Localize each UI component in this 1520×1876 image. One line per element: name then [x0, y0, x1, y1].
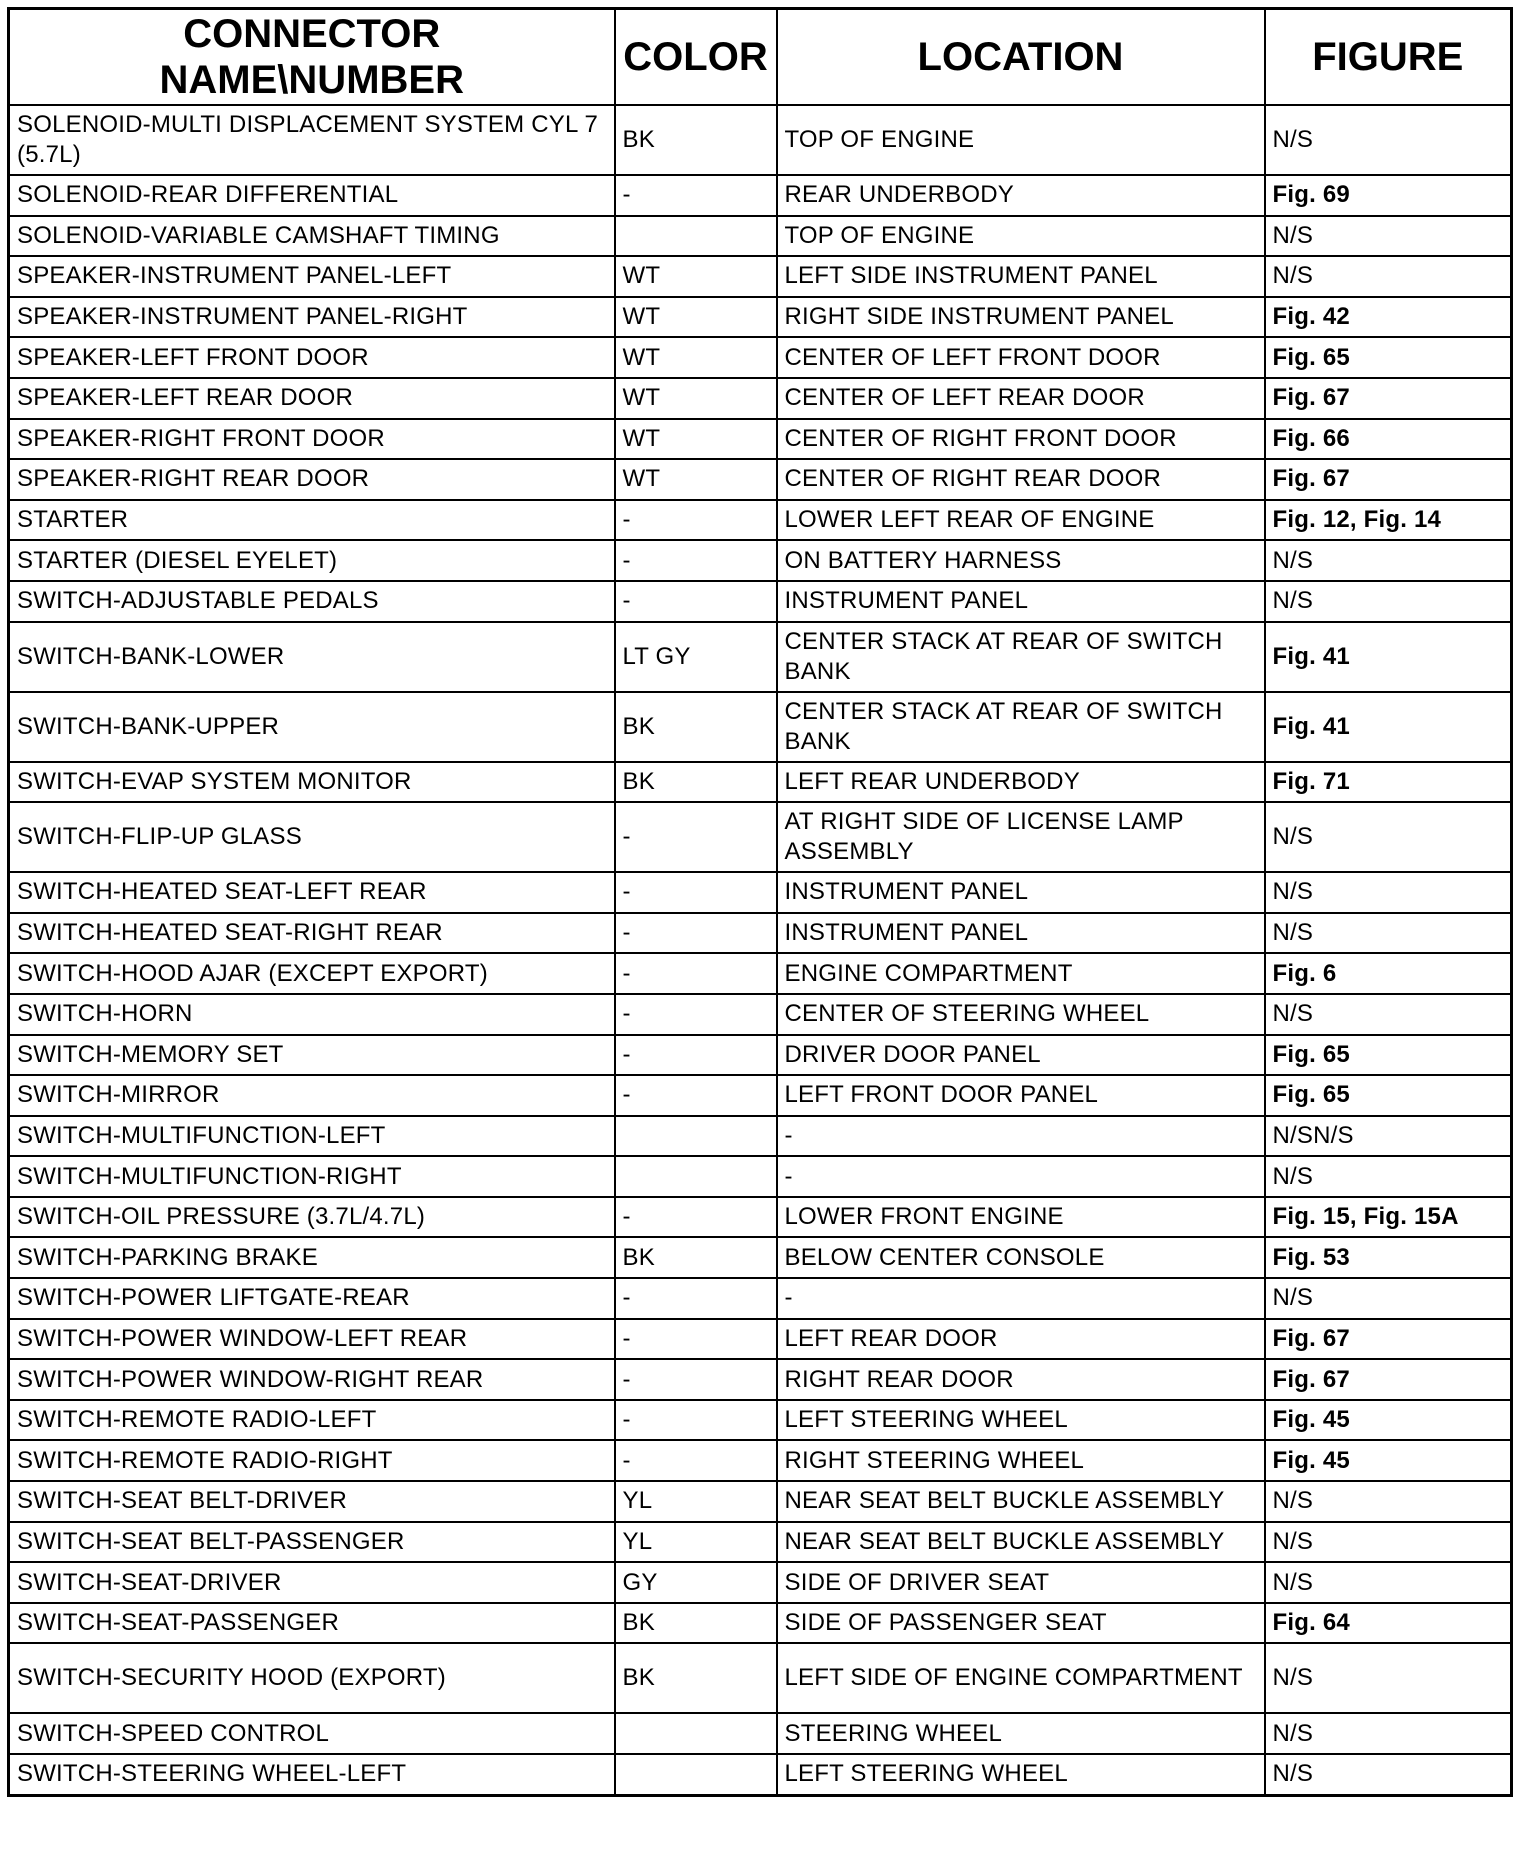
table-row — [9, 1075, 1512, 1116]
connector-name-cell: SWITCH-POWER WINDOW-RIGHT REAR — [9, 1359, 615, 1400]
figure-cell: Fig. 65 — [1265, 1075, 1512, 1116]
color-cell: YL — [615, 1481, 777, 1522]
table-row — [9, 337, 1512, 378]
connector-name-cell: SPEAKER-INSTRUMENT PANEL-LEFT — [9, 256, 615, 297]
connector-name-cell: SWITCH-SECURITY HOOD (EXPORT) — [9, 1643, 615, 1713]
location-cell: NEAR SEAT BELT BUCKLE ASSEMBLY — [777, 1522, 1265, 1563]
location-cell: TOP OF ENGINE — [777, 105, 1265, 175]
location-cell: RIGHT SIDE INSTRUMENT PANEL — [777, 297, 1265, 338]
figure-cell: Fig. 6 — [1265, 953, 1512, 994]
table-row — [9, 1713, 1512, 1754]
location-cell: CENTER STACK AT REAR OF SWITCH BANK — [777, 622, 1265, 692]
connector-name-cell: SWITCH-MEMORY SET — [9, 1035, 615, 1076]
color-cell: BK — [615, 762, 777, 803]
table-row — [9, 802, 1512, 872]
location-cell: LEFT SIDE INSTRUMENT PANEL — [777, 256, 1265, 297]
header-connector-name-line1: CONNECTOR — [183, 12, 441, 56]
color-cell: BK — [615, 692, 777, 762]
connector-name-cell: SPEAKER-RIGHT FRONT DOOR — [9, 419, 615, 460]
table-body — [9, 105, 1512, 1795]
table-row — [9, 994, 1512, 1035]
location-cell: LOWER FRONT ENGINE — [777, 1197, 1265, 1238]
location-cell: - — [777, 1156, 1265, 1197]
color-cell: BK — [615, 1603, 777, 1644]
color-cell: WT — [615, 459, 777, 500]
connector-name-cell: SWITCH-EVAP SYSTEM MONITOR — [9, 762, 615, 803]
connector-name-cell: SPEAKER-RIGHT REAR DOOR — [9, 459, 615, 500]
figure-cell: N/S — [1265, 216, 1512, 257]
color-cell: - — [615, 175, 777, 216]
color-cell: BK — [615, 1643, 777, 1713]
color-cell: WT — [615, 419, 777, 460]
figure-cell: Fig. 41 — [1265, 692, 1512, 762]
table-row — [9, 540, 1512, 581]
connector-name-cell: SWITCH-REMOTE RADIO-LEFT — [9, 1400, 615, 1441]
table-row — [9, 913, 1512, 954]
connector-name-cell: SWITCH-HOOD AJAR (EXCEPT EXPORT) — [9, 953, 615, 994]
color-cell: - — [615, 1197, 777, 1238]
figure-cell: N/S — [1265, 256, 1512, 297]
figure-cell: N/SN/S — [1265, 1116, 1512, 1157]
header-location: LOCATION — [777, 9, 1265, 106]
table-row — [9, 872, 1512, 913]
color-cell: - — [615, 1359, 777, 1400]
table-row — [9, 1643, 1512, 1713]
connector-name-cell: SWITCH-HEATED SEAT-RIGHT REAR — [9, 913, 615, 954]
color-cell: - — [615, 1400, 777, 1441]
figure-cell: N/S — [1265, 105, 1512, 175]
color-cell — [615, 1116, 777, 1157]
table-row — [9, 1156, 1512, 1197]
figure-cell: Fig. 71 — [1265, 762, 1512, 803]
figure-cell: Fig. 66 — [1265, 419, 1512, 460]
color-cell: WT — [615, 256, 777, 297]
table-row — [9, 419, 1512, 460]
table-row — [9, 1237, 1512, 1278]
table-header-row — [9, 9, 1512, 106]
figure-cell: Fig. 67 — [1265, 459, 1512, 500]
connector-name-cell: STARTER — [9, 500, 615, 541]
table-row — [9, 692, 1512, 762]
figure-cell: N/S — [1265, 540, 1512, 581]
connector-name-cell: SOLENOID-MULTI DISPLACEMENT SYSTEM CYL 7 (5.7L) — [9, 105, 615, 175]
color-cell — [615, 1713, 777, 1754]
table-row — [9, 1522, 1512, 1563]
color-cell: - — [615, 540, 777, 581]
connector-name-cell: SWITCH-SEAT-PASSENGER — [9, 1603, 615, 1644]
location-cell: CENTER OF LEFT FRONT DOOR — [777, 337, 1265, 378]
table-row — [9, 256, 1512, 297]
table-row — [9, 953, 1512, 994]
connector-name-cell: SOLENOID-REAR DIFFERENTIAL — [9, 175, 615, 216]
location-cell: AT RIGHT SIDE OF LICENSE LAMP ASSEMBLY — [777, 802, 1265, 872]
connector-name-cell: SWITCH-HEATED SEAT-LEFT REAR — [9, 872, 615, 913]
figure-cell: N/S — [1265, 1522, 1512, 1563]
connector-name-cell: SWITCH-SEAT BELT-DRIVER — [9, 1481, 615, 1522]
figure-cell: Fig. 65 — [1265, 337, 1512, 378]
connector-name-cell: SWITCH-OIL PRESSURE (3.7L/4.7L) — [9, 1197, 615, 1238]
color-cell — [615, 1754, 777, 1795]
figure-cell: N/S — [1265, 1156, 1512, 1197]
figure-cell: N/S — [1265, 1713, 1512, 1754]
table-row — [9, 1197, 1512, 1238]
location-cell: REAR UNDERBODY — [777, 175, 1265, 216]
location-cell: CENTER OF RIGHT FRONT DOOR — [777, 419, 1265, 460]
table-row — [9, 1754, 1512, 1795]
connector-name-cell: SWITCH-POWER LIFTGATE-REAR — [9, 1278, 615, 1319]
table-row — [9, 297, 1512, 338]
location-cell: - — [777, 1116, 1265, 1157]
table-row — [9, 500, 1512, 541]
table-row — [9, 622, 1512, 692]
figure-cell: N/S — [1265, 872, 1512, 913]
color-cell: - — [615, 1319, 777, 1360]
color-cell — [615, 1156, 777, 1197]
connector-name-cell: SWITCH-SEAT-DRIVER — [9, 1562, 615, 1603]
table-row — [9, 1603, 1512, 1644]
figure-cell: Fig. 67 — [1265, 378, 1512, 419]
color-cell: LT GY — [615, 622, 777, 692]
location-cell: CENTER OF STEERING WHEEL — [777, 994, 1265, 1035]
color-cell: - — [615, 500, 777, 541]
connector-name-cell: SWITCH-HORN — [9, 994, 615, 1035]
figure-cell: N/S — [1265, 1562, 1512, 1603]
location-cell: INSTRUMENT PANEL — [777, 872, 1265, 913]
table-row — [9, 1278, 1512, 1319]
location-cell: INSTRUMENT PANEL — [777, 581, 1265, 622]
figure-cell: N/S — [1265, 913, 1512, 954]
color-cell: - — [615, 913, 777, 954]
table-row — [9, 175, 1512, 216]
location-cell: LEFT STEERING WHEEL — [777, 1754, 1265, 1795]
figure-cell: N/S — [1265, 1278, 1512, 1319]
connector-name-cell: SWITCH-REMOTE RADIO-RIGHT — [9, 1440, 615, 1481]
table-row — [9, 216, 1512, 257]
figure-cell: Fig. 67 — [1265, 1359, 1512, 1400]
color-cell: YL — [615, 1522, 777, 1563]
location-cell: LOWER LEFT REAR OF ENGINE — [777, 500, 1265, 541]
connector-name-cell: SWITCH-SPEED CONTROL — [9, 1713, 615, 1754]
color-cell: - — [615, 994, 777, 1035]
connector-name-cell: SWITCH-MIRROR — [9, 1075, 615, 1116]
connector-name-cell: SOLENOID-VARIABLE CAMSHAFT TIMING — [9, 216, 615, 257]
color-cell: - — [615, 872, 777, 913]
color-cell: - — [615, 1075, 777, 1116]
figure-cell: N/S — [1265, 1754, 1512, 1795]
connector-name-cell: SWITCH-MULTIFUNCTION-RIGHT — [9, 1156, 615, 1197]
connector-name-cell: SWITCH-BANK-UPPER — [9, 692, 615, 762]
connector-name-cell: SWITCH-BANK-LOWER — [9, 622, 615, 692]
figure-cell: N/S — [1265, 994, 1512, 1035]
figure-cell: Fig. 67 — [1265, 1319, 1512, 1360]
color-cell: WT — [615, 378, 777, 419]
color-cell: GY — [615, 1562, 777, 1603]
figure-cell: Fig. 41 — [1265, 622, 1512, 692]
color-cell: WT — [615, 337, 777, 378]
figure-cell: Fig. 12, Fig. 14 — [1265, 500, 1512, 541]
location-cell: CENTER STACK AT REAR OF SWITCH BANK — [777, 692, 1265, 762]
header-connector-name-line2: NAME\NUMBER — [159, 58, 464, 102]
location-cell: SIDE OF DRIVER SEAT — [777, 1562, 1265, 1603]
location-cell: LEFT REAR DOOR — [777, 1319, 1265, 1360]
location-cell: STEERING WHEEL — [777, 1713, 1265, 1754]
connector-name-cell: STARTER (DIESEL EYELET) — [9, 540, 615, 581]
table-row — [9, 105, 1512, 175]
connector-name-cell: SWITCH-MULTIFUNCTION-LEFT — [9, 1116, 615, 1157]
color-cell: BK — [615, 105, 777, 175]
figure-cell: Fig. 65 — [1265, 1035, 1512, 1076]
table-row — [9, 1319, 1512, 1360]
color-cell — [615, 216, 777, 257]
header-connector-name — [9, 9, 615, 106]
location-cell: RIGHT STEERING WHEEL — [777, 1440, 1265, 1481]
color-cell: - — [615, 1440, 777, 1481]
connector-name-cell: SWITCH-SEAT BELT-PASSENGER — [9, 1522, 615, 1563]
connector-name-cell: SPEAKER-LEFT REAR DOOR — [9, 378, 615, 419]
figure-cell: N/S — [1265, 802, 1512, 872]
table-row — [9, 378, 1512, 419]
color-cell: - — [615, 1278, 777, 1319]
table-row — [9, 1400, 1512, 1441]
color-cell: - — [615, 1035, 777, 1076]
table-row — [9, 1562, 1512, 1603]
color-cell: BK — [615, 1237, 777, 1278]
color-cell: - — [615, 802, 777, 872]
table-row — [9, 581, 1512, 622]
location-cell: TOP OF ENGINE — [777, 216, 1265, 257]
header-color: COLOR — [615, 9, 777, 106]
location-cell: LEFT SIDE OF ENGINE COMPARTMENT — [777, 1643, 1265, 1713]
table-row — [9, 1481, 1512, 1522]
connector-name-cell: SPEAKER-INSTRUMENT PANEL-RIGHT — [9, 297, 615, 338]
connector-name-cell: SWITCH-POWER WINDOW-LEFT REAR — [9, 1319, 615, 1360]
location-cell: SIDE OF PASSENGER SEAT — [777, 1603, 1265, 1644]
location-cell: LEFT REAR UNDERBODY — [777, 762, 1265, 803]
location-cell: - — [777, 1278, 1265, 1319]
location-cell: LEFT FRONT DOOR PANEL — [777, 1075, 1265, 1116]
color-cell: - — [615, 581, 777, 622]
location-cell: BELOW CENTER CONSOLE — [777, 1237, 1265, 1278]
figure-cell: Fig. 45 — [1265, 1400, 1512, 1441]
table-row — [9, 459, 1512, 500]
connector-name-cell: SWITCH-ADJUSTABLE PEDALS — [9, 581, 615, 622]
figure-cell: Fig. 69 — [1265, 175, 1512, 216]
location-cell: INSTRUMENT PANEL — [777, 913, 1265, 954]
connector-name-cell: SPEAKER-LEFT FRONT DOOR — [9, 337, 615, 378]
table-row — [9, 1359, 1512, 1400]
figure-cell: Fig. 53 — [1265, 1237, 1512, 1278]
table-row — [9, 1116, 1512, 1157]
location-cell: CENTER OF RIGHT REAR DOOR — [777, 459, 1265, 500]
location-cell: LEFT STEERING WHEEL — [777, 1400, 1265, 1441]
location-cell: ON BATTERY HARNESS — [777, 540, 1265, 581]
figure-cell: Fig. 64 — [1265, 1603, 1512, 1644]
color-cell: - — [615, 953, 777, 994]
connector-name-cell: SWITCH-PARKING BRAKE — [9, 1237, 615, 1278]
header-figure: FIGURE — [1265, 9, 1512, 106]
connector-name-cell: SWITCH-STEERING WHEEL-LEFT — [9, 1754, 615, 1795]
figure-cell: N/S — [1265, 581, 1512, 622]
location-cell: ENGINE COMPARTMENT — [777, 953, 1265, 994]
table-row — [9, 762, 1512, 803]
location-cell: CENTER OF LEFT REAR DOOR — [777, 378, 1265, 419]
figure-cell: Fig. 45 — [1265, 1440, 1512, 1481]
location-cell: NEAR SEAT BELT BUCKLE ASSEMBLY — [777, 1481, 1265, 1522]
connector-name-cell: SWITCH-FLIP-UP GLASS — [9, 802, 615, 872]
figure-cell: N/S — [1265, 1481, 1512, 1522]
figure-cell: N/S — [1265, 1643, 1512, 1713]
table-row — [9, 1440, 1512, 1481]
table-row — [9, 1035, 1512, 1076]
location-cell: DRIVER DOOR PANEL — [777, 1035, 1265, 1076]
location-cell: RIGHT REAR DOOR — [777, 1359, 1265, 1400]
color-cell: WT — [615, 297, 777, 338]
connector-table — [7, 7, 1513, 1797]
figure-cell: Fig. 15, Fig. 15A — [1265, 1197, 1512, 1238]
figure-cell: Fig. 42 — [1265, 297, 1512, 338]
